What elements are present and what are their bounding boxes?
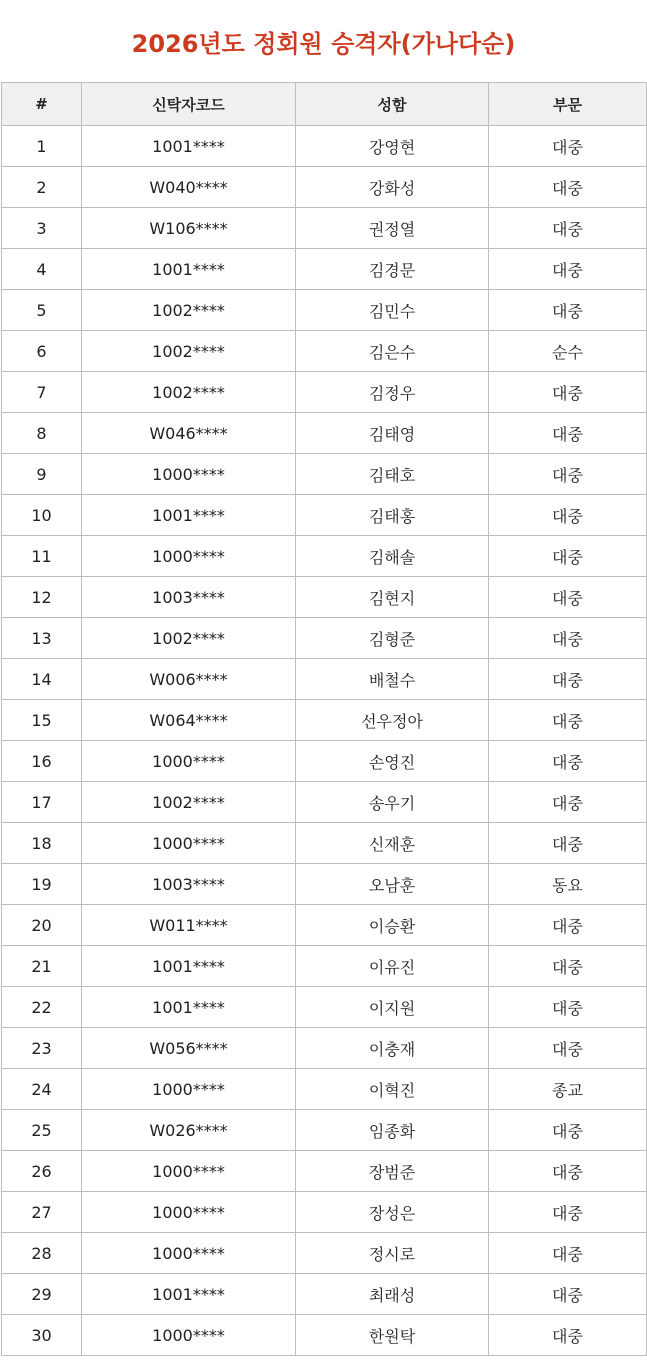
table-row — [2, 823, 647, 864]
cell-division: 대중 — [489, 290, 647, 331]
cell-trustor-code: 1001**** — [82, 1274, 296, 1315]
cell-trustor-code: W011**** — [82, 905, 296, 946]
cell-trustor-code: 1000**** — [82, 1233, 296, 1274]
cell-division: 대중 — [489, 454, 647, 495]
cell-division: 대중 — [489, 249, 647, 290]
cell-number: 17 — [2, 782, 82, 823]
member-table — [1, 82, 647, 1356]
cell-trustor-code: 1000**** — [82, 1151, 296, 1192]
cell-trustor-code: W056**** — [82, 1028, 296, 1069]
cell-trustor-code: 1002**** — [82, 372, 296, 413]
cell-division: 대중 — [489, 700, 647, 741]
cell-trustor-code: 1002**** — [82, 331, 296, 372]
cell-trustor-code: W106**** — [82, 208, 296, 249]
cell-division: 대중 — [489, 946, 647, 987]
table-row — [2, 495, 647, 536]
table-row — [2, 577, 647, 618]
cell-number: 13 — [2, 618, 82, 659]
cell-name: 김형준 — [296, 618, 489, 659]
header-row — [2, 83, 647, 126]
cell-name: 정시로 — [296, 1233, 489, 1274]
table-row — [2, 1069, 647, 1110]
cell-division: 종교 — [489, 1069, 647, 1110]
cell-division: 대중 — [489, 1110, 647, 1151]
cell-number: 28 — [2, 1233, 82, 1274]
cell-number: 5 — [2, 290, 82, 331]
cell-name: 김태영 — [296, 413, 489, 454]
cell-name: 김현지 — [296, 577, 489, 618]
cell-name: 오남훈 — [296, 864, 489, 905]
cell-number: 18 — [2, 823, 82, 864]
cell-name: 김민수 — [296, 290, 489, 331]
table-row — [2, 700, 647, 741]
cell-trustor-code: 1003**** — [82, 864, 296, 905]
cell-name: 이승환 — [296, 905, 489, 946]
cell-division: 대중 — [489, 741, 647, 782]
table-row — [2, 167, 647, 208]
cell-division: 대중 — [489, 905, 647, 946]
cell-number: 22 — [2, 987, 82, 1028]
cell-number: 9 — [2, 454, 82, 495]
cell-number: 7 — [2, 372, 82, 413]
cell-division: 대중 — [489, 782, 647, 823]
cell-name: 김정우 — [296, 372, 489, 413]
cell-trustor-code: 1001**** — [82, 126, 296, 167]
cell-division: 동요 — [489, 864, 647, 905]
table-row — [2, 1192, 647, 1233]
cell-name: 김태호 — [296, 454, 489, 495]
cell-trustor-code: W046**** — [82, 413, 296, 454]
table-body — [2, 126, 647, 1356]
cell-number: 21 — [2, 946, 82, 987]
cell-number: 12 — [2, 577, 82, 618]
cell-name: 이충재 — [296, 1028, 489, 1069]
table-row — [2, 1233, 647, 1274]
cell-number: 8 — [2, 413, 82, 454]
cell-trustor-code: W064**** — [82, 700, 296, 741]
cell-name: 김태홍 — [296, 495, 489, 536]
cell-trustor-code: 1002**** — [82, 290, 296, 331]
cell-trustor-code: 1001**** — [82, 249, 296, 290]
cell-number: 24 — [2, 1069, 82, 1110]
cell-division: 대중 — [489, 126, 647, 167]
table-row — [2, 1110, 647, 1151]
cell-trustor-code: 1001**** — [82, 495, 296, 536]
cell-name: 최래성 — [296, 1274, 489, 1315]
cell-division: 대중 — [489, 1151, 647, 1192]
cell-name: 한원탁 — [296, 1315, 489, 1356]
cell-division: 대중 — [489, 208, 647, 249]
cell-trustor-code: 1000**** — [82, 741, 296, 782]
cell-name: 권정열 — [296, 208, 489, 249]
table-row — [2, 249, 647, 290]
table-row — [2, 1028, 647, 1069]
cell-division: 대중 — [489, 1028, 647, 1069]
cell-division: 대중 — [489, 495, 647, 536]
cell-trustor-code: 1003**** — [82, 577, 296, 618]
cell-trustor-code: 1002**** — [82, 782, 296, 823]
table-row — [2, 290, 647, 331]
table-row — [2, 454, 647, 495]
table-row — [2, 536, 647, 577]
cell-name: 강영현 — [296, 126, 489, 167]
cell-number: 19 — [2, 864, 82, 905]
cell-name: 송우기 — [296, 782, 489, 823]
table-row — [2, 618, 647, 659]
cell-division: 대중 — [489, 1274, 647, 1315]
cell-number: 11 — [2, 536, 82, 577]
cell-name: 이혁진 — [296, 1069, 489, 1110]
cell-number: 20 — [2, 905, 82, 946]
cell-trustor-code: 1000**** — [82, 454, 296, 495]
cell-trustor-code: 1001**** — [82, 987, 296, 1028]
table-row — [2, 331, 647, 372]
cell-trustor-code: W026**** — [82, 1110, 296, 1151]
cell-trustor-code: 1001**** — [82, 946, 296, 987]
cell-division: 대중 — [489, 618, 647, 659]
cell-division: 대중 — [489, 577, 647, 618]
cell-trustor-code: W006**** — [82, 659, 296, 700]
cell-name: 배철수 — [296, 659, 489, 700]
cell-trustor-code: 1002**** — [82, 618, 296, 659]
table-row — [2, 905, 647, 946]
cell-division: 대중 — [489, 413, 647, 454]
cell-trustor-code: 1000**** — [82, 823, 296, 864]
cell-number: 4 — [2, 249, 82, 290]
cell-name: 장범준 — [296, 1151, 489, 1192]
table-row — [2, 372, 647, 413]
table-row — [2, 987, 647, 1028]
cell-name: 임종화 — [296, 1110, 489, 1151]
cell-division: 대중 — [489, 1233, 647, 1274]
cell-number: 1 — [2, 126, 82, 167]
cell-name: 신재훈 — [296, 823, 489, 864]
cell-division: 대중 — [489, 659, 647, 700]
cell-division: 대중 — [489, 987, 647, 1028]
cell-name: 손영진 — [296, 741, 489, 782]
cell-number: 27 — [2, 1192, 82, 1233]
header-trustor-code: 신탁자코드 — [82, 83, 296, 126]
table-row — [2, 782, 647, 823]
cell-number: 14 — [2, 659, 82, 700]
cell-trustor-code: 1000**** — [82, 536, 296, 577]
cell-name: 장성은 — [296, 1192, 489, 1233]
header-name: 성함 — [296, 83, 489, 126]
cell-name: 이지원 — [296, 987, 489, 1028]
cell-name: 이유진 — [296, 946, 489, 987]
cell-name: 김해솔 — [296, 536, 489, 577]
cell-division: 순수 — [489, 331, 647, 372]
cell-number: 15 — [2, 700, 82, 741]
cell-trustor-code: 1000**** — [82, 1069, 296, 1110]
cell-division: 대중 — [489, 372, 647, 413]
table-row — [2, 946, 647, 987]
table-row — [2, 413, 647, 454]
table-row — [2, 741, 647, 782]
cell-number: 6 — [2, 331, 82, 372]
cell-division: 대중 — [489, 1315, 647, 1356]
table-row — [2, 1151, 647, 1192]
table-row — [2, 126, 647, 167]
cell-number: 26 — [2, 1151, 82, 1192]
page-title: 2026년도 정회원 승격자(가나다순) — [131, 30, 516, 58]
table-row — [2, 208, 647, 249]
table-row — [2, 864, 647, 905]
cell-number: 10 — [2, 495, 82, 536]
cell-name: 김경문 — [296, 249, 489, 290]
cell-number: 23 — [2, 1028, 82, 1069]
cell-number: 25 — [2, 1110, 82, 1151]
header-number: # — [2, 83, 82, 126]
cell-division: 대중 — [489, 167, 647, 208]
cell-name: 김은수 — [296, 331, 489, 372]
cell-number: 16 — [2, 741, 82, 782]
cell-number: 3 — [2, 208, 82, 249]
cell-name: 강화성 — [296, 167, 489, 208]
cell-division: 대중 — [489, 536, 647, 577]
table-row — [2, 1274, 647, 1315]
cell-trustor-code: 1000**** — [82, 1315, 296, 1356]
cell-number: 29 — [2, 1274, 82, 1315]
table-header — [2, 83, 647, 126]
header-division: 부문 — [489, 83, 647, 126]
cell-name: 선우정아 — [296, 700, 489, 741]
table-row — [2, 1315, 647, 1356]
cell-number: 30 — [2, 1315, 82, 1356]
cell-division: 대중 — [489, 1192, 647, 1233]
cell-number: 2 — [2, 167, 82, 208]
cell-trustor-code: 1000**** — [82, 1192, 296, 1233]
table-row — [2, 659, 647, 700]
cell-division: 대중 — [489, 823, 647, 864]
cell-trustor-code: W040**** — [82, 167, 296, 208]
